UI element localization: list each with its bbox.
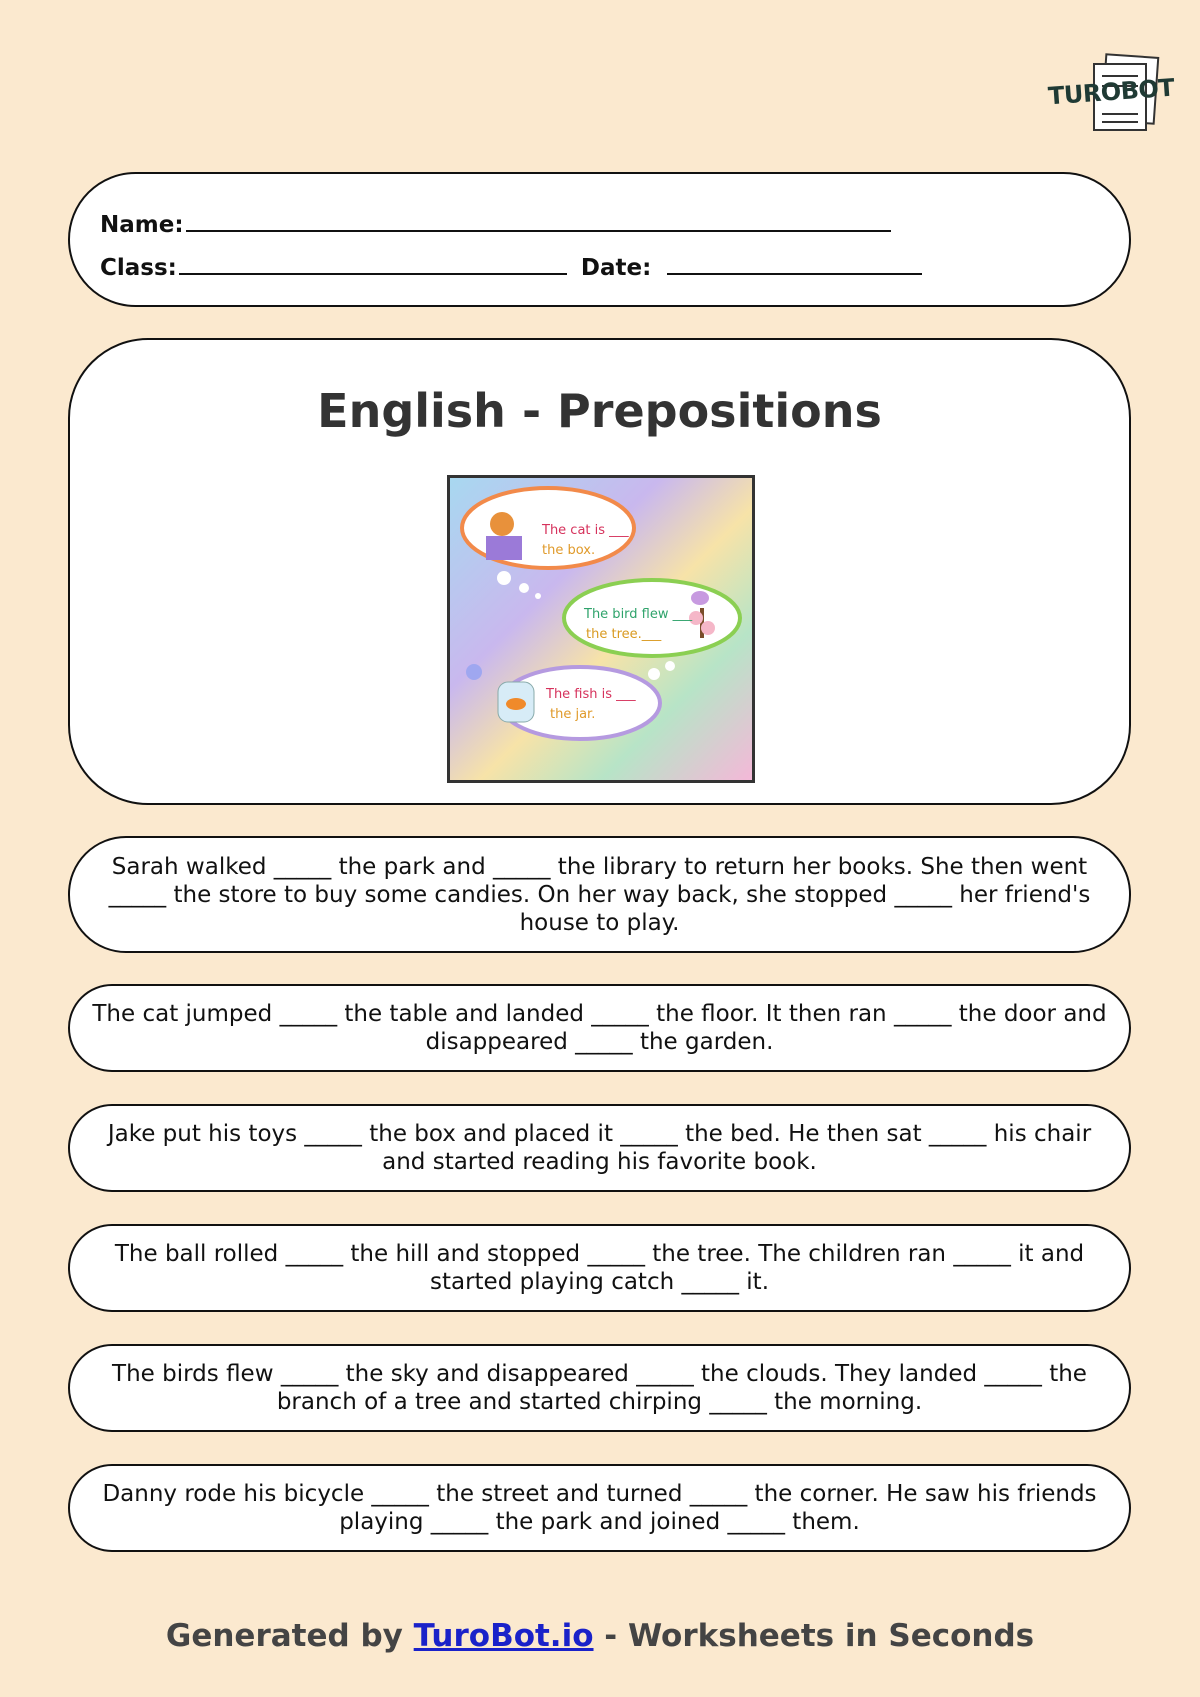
- name-blank[interactable]: [186, 229, 891, 232]
- question-3: Jake put his toys _____ the box and placed it _____ the bed. He then sat _____ his chair and started reading his favorite book.: [68, 1104, 1131, 1192]
- footer-suffix: - Worksheets in Seconds: [593, 1618, 1035, 1654]
- student-info-box: [68, 172, 1131, 307]
- title-box: [68, 338, 1131, 805]
- svg-text:the box.: the box.: [542, 543, 596, 558]
- footer-prefix: Generated by: [165, 1618, 414, 1654]
- cat-icon: [490, 512, 514, 536]
- date-blank[interactable]: [667, 272, 922, 275]
- svg-text:the jar.: the jar.: [550, 707, 596, 722]
- worksheet-title: English - Prepositions: [317, 384, 882, 438]
- class-blank[interactable]: [179, 272, 567, 275]
- question-4: The ball rolled _____ the hill and stopped _____ the tree. The children ran _____ it and started playing catch _____ it.: [68, 1224, 1131, 1312]
- svg-text:The cat is ___: The cat is ___: [542, 523, 629, 538]
- illustration-svg: [450, 478, 752, 780]
- question-5: The birds flew _____ the sky and disappeared _____ the clouds. They landed _____ the branch of a tree and started chirping _____ the morning.: [68, 1344, 1131, 1432]
- name-label: Name:: [100, 212, 184, 238]
- footer: [0, 1618, 1200, 1654]
- class-label: Class:: [100, 255, 177, 281]
- name-field[interactable]: [100, 212, 891, 238]
- class-date-row: [100, 255, 922, 281]
- question-1: Sarah walked _____ the park and _____ the library to return her books. She then went _____ the store to buy some candies. On her way back, she stopped _____ her friend's house to play.: [68, 836, 1131, 953]
- svg-text:The bird flew ___: The bird flew ___: [584, 607, 693, 622]
- date-label: Date:: [580, 255, 652, 281]
- svg-text:the tree.___: the tree.___: [586, 627, 662, 642]
- turobot-link[interactable]: TuroBot.io: [413, 1618, 594, 1654]
- svg-text:The fish is ___: The fish is ___: [546, 687, 636, 702]
- prepositions-illustration: [447, 475, 755, 783]
- question-2: The cat jumped _____ the table and landed _____ the floor. It then ran _____ the door and disappeared _____ the garden.: [68, 984, 1131, 1072]
- fish-icon: [506, 698, 526, 710]
- logo-text: TUROBOT: [1047, 73, 1176, 111]
- turobot-logo: [1044, 50, 1176, 140]
- bird-icon: [691, 591, 709, 605]
- question-6: Danny rode his bicycle _____ the street and turned _____ the corner. He saw his friends playing _____ the park and joined _____ them.: [68, 1464, 1131, 1552]
